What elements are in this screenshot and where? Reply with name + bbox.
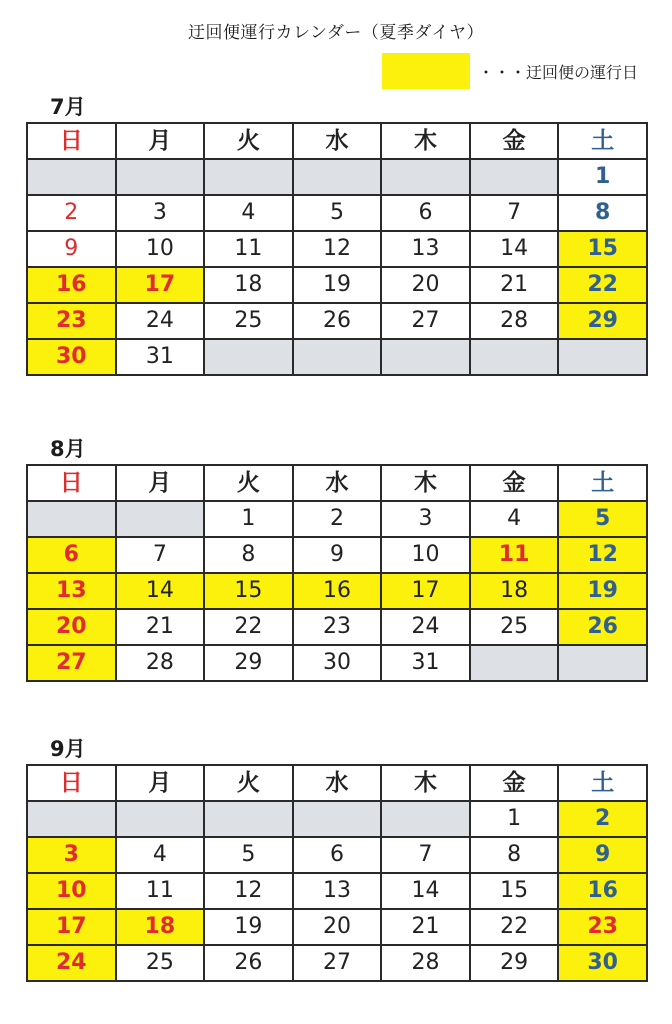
legend-swatch-operating	[382, 53, 470, 89]
empty-day-cell	[558, 645, 647, 681]
operating-day-cell: 15	[558, 231, 647, 267]
day-cell: 4	[116, 837, 205, 873]
day-cell: 14	[381, 873, 470, 909]
day-cell: 7	[381, 837, 470, 873]
week-row	[27, 837, 647, 873]
operating-day-cell: 14	[116, 573, 205, 609]
day-cell: 7	[116, 537, 205, 573]
empty-day-cell	[381, 801, 470, 837]
day-cell: 2	[293, 501, 382, 537]
operating-day-cell: 17	[381, 573, 470, 609]
weekday-header: 月	[116, 465, 205, 501]
calendar-july	[26, 92, 648, 376]
legend-label: ・・・迂回便の運行日	[478, 62, 639, 82]
operating-day-cell: 17	[116, 267, 205, 303]
day-cell: 20	[293, 909, 382, 945]
week-row	[27, 537, 647, 573]
empty-day-cell	[204, 159, 293, 195]
day-cell: 1	[470, 801, 559, 837]
day-cell: 10	[381, 537, 470, 573]
week-row	[27, 303, 647, 339]
empty-day-cell	[293, 339, 382, 375]
day-cell: 9	[27, 231, 116, 267]
operating-day-cell: 20	[27, 609, 116, 645]
week-row	[27, 339, 647, 375]
empty-day-cell	[27, 501, 116, 537]
day-cell: 20	[381, 267, 470, 303]
day-cell: 30	[293, 645, 382, 681]
day-cell: 21	[381, 909, 470, 945]
empty-day-cell	[470, 339, 559, 375]
operating-day-cell: 19	[558, 573, 647, 609]
day-cell: 26	[204, 945, 293, 981]
week-row	[27, 945, 647, 981]
operating-day-cell: 12	[558, 537, 647, 573]
operating-day-cell: 2	[558, 801, 647, 837]
empty-day-cell	[381, 339, 470, 375]
day-cell: 31	[116, 339, 205, 375]
operating-day-cell: 23	[27, 303, 116, 339]
day-cell: 7	[470, 195, 559, 231]
day-cell: 6	[381, 195, 470, 231]
day-cell: 8	[204, 537, 293, 573]
day-cell: 28	[470, 303, 559, 339]
operating-day-cell: 24	[27, 945, 116, 981]
day-cell: 22	[470, 909, 559, 945]
week-row	[27, 159, 647, 195]
week-row	[27, 645, 647, 681]
month-label: 9月	[50, 737, 86, 761]
empty-day-cell	[470, 645, 559, 681]
operating-day-cell: 5	[558, 501, 647, 537]
week-row	[27, 231, 647, 267]
day-cell: 4	[204, 195, 293, 231]
day-cell: 27	[293, 945, 382, 981]
weekday-header: 土	[558, 765, 647, 801]
calendar-table	[26, 764, 648, 982]
weekday-header-row	[27, 123, 647, 159]
empty-day-cell	[116, 501, 205, 537]
weekday-header: 日	[27, 465, 116, 501]
day-cell: 8	[558, 195, 647, 231]
operating-day-cell: 17	[27, 909, 116, 945]
weekday-header: 火	[204, 123, 293, 159]
operating-day-cell: 9	[558, 837, 647, 873]
day-cell: 5	[204, 837, 293, 873]
weekday-header: 月	[116, 765, 205, 801]
operating-day-cell: 16	[27, 267, 116, 303]
operating-day-cell: 6	[27, 537, 116, 573]
operating-day-cell: 3	[27, 837, 116, 873]
day-cell: 3	[116, 195, 205, 231]
day-cell: 6	[293, 837, 382, 873]
operating-day-cell: 26	[558, 609, 647, 645]
day-cell: 29	[204, 645, 293, 681]
day-cell: 11	[204, 231, 293, 267]
day-cell: 11	[116, 873, 205, 909]
empty-day-cell	[116, 159, 205, 195]
week-row	[27, 195, 647, 231]
day-cell: 29	[470, 945, 559, 981]
week-row	[27, 501, 647, 537]
day-cell: 27	[381, 303, 470, 339]
weekday-header: 金	[470, 123, 559, 159]
day-cell: 9	[293, 537, 382, 573]
weekday-header: 土	[558, 465, 647, 501]
day-cell: 21	[470, 267, 559, 303]
day-cell: 28	[116, 645, 205, 681]
day-cell: 14	[470, 231, 559, 267]
day-cell: 12	[293, 231, 382, 267]
operating-day-cell: 10	[27, 873, 116, 909]
day-cell: 23	[293, 609, 382, 645]
weekday-header: 木	[381, 123, 470, 159]
day-cell: 31	[381, 645, 470, 681]
weekday-header: 火	[204, 465, 293, 501]
day-cell: 22	[204, 609, 293, 645]
calendar-september	[26, 734, 648, 982]
weekday-header: 土	[558, 123, 647, 159]
operating-day-cell: 27	[27, 645, 116, 681]
day-cell: 3	[381, 501, 470, 537]
day-cell: 10	[116, 231, 205, 267]
empty-day-cell	[293, 801, 382, 837]
week-row	[27, 801, 647, 837]
operating-day-cell: 29	[558, 303, 647, 339]
calendar-august	[26, 434, 648, 682]
day-cell: 5	[293, 195, 382, 231]
day-cell: 1	[558, 159, 647, 195]
operating-day-cell: 30	[558, 945, 647, 981]
operating-day-cell: 16	[293, 573, 382, 609]
day-cell: 13	[381, 231, 470, 267]
weekday-header: 水	[293, 465, 382, 501]
day-cell: 25	[116, 945, 205, 981]
day-cell: 24	[381, 609, 470, 645]
weekday-header-row	[27, 765, 647, 801]
empty-day-cell	[558, 339, 647, 375]
empty-day-cell	[470, 159, 559, 195]
operating-day-cell: 30	[27, 339, 116, 375]
day-cell: 26	[293, 303, 382, 339]
weekday-header: 日	[27, 765, 116, 801]
day-cell: 25	[470, 609, 559, 645]
month-label: 7月	[50, 95, 86, 119]
day-cell: 25	[204, 303, 293, 339]
weekday-header: 金	[470, 765, 559, 801]
operating-day-cell: 16	[558, 873, 647, 909]
day-cell: 19	[204, 909, 293, 945]
weekday-header: 金	[470, 465, 559, 501]
day-cell: 28	[381, 945, 470, 981]
day-cell: 8	[470, 837, 559, 873]
day-cell: 13	[293, 873, 382, 909]
day-cell: 19	[293, 267, 382, 303]
legend	[382, 52, 638, 90]
day-cell: 15	[470, 873, 559, 909]
weekday-header: 水	[293, 765, 382, 801]
weekday-header: 火	[204, 765, 293, 801]
page-title: 迂回便運行カレンダー（夏季ダイヤ）	[187, 23, 485, 43]
day-cell: 21	[116, 609, 205, 645]
week-row	[27, 873, 647, 909]
week-row	[27, 267, 647, 303]
week-row	[27, 573, 647, 609]
empty-day-cell	[293, 159, 382, 195]
week-row	[27, 609, 647, 645]
operating-day-cell: 15	[204, 573, 293, 609]
weekday-header: 日	[27, 123, 116, 159]
calendar-table	[26, 122, 648, 376]
operating-day-cell: 11	[470, 537, 559, 573]
operating-day-cell: 18	[116, 909, 205, 945]
operating-day-cell: 18	[470, 573, 559, 609]
weekday-header: 木	[381, 465, 470, 501]
empty-day-cell	[204, 801, 293, 837]
weekday-header: 木	[381, 765, 470, 801]
calendar-table	[26, 464, 648, 682]
weekday-header-row	[27, 465, 647, 501]
month-label: 8月	[50, 437, 86, 461]
day-cell: 18	[204, 267, 293, 303]
empty-day-cell	[116, 801, 205, 837]
day-cell: 1	[204, 501, 293, 537]
day-cell: 12	[204, 873, 293, 909]
weekday-header: 月	[116, 123, 205, 159]
empty-day-cell	[204, 339, 293, 375]
day-cell: 4	[470, 501, 559, 537]
operating-day-cell: 23	[558, 909, 647, 945]
operating-day-cell: 22	[558, 267, 647, 303]
weekday-header: 水	[293, 123, 382, 159]
week-row	[27, 909, 647, 945]
day-cell: 24	[116, 303, 205, 339]
day-cell: 2	[27, 195, 116, 231]
empty-day-cell	[27, 159, 116, 195]
operating-day-cell: 13	[27, 573, 116, 609]
empty-day-cell	[27, 801, 116, 837]
empty-day-cell	[381, 159, 470, 195]
